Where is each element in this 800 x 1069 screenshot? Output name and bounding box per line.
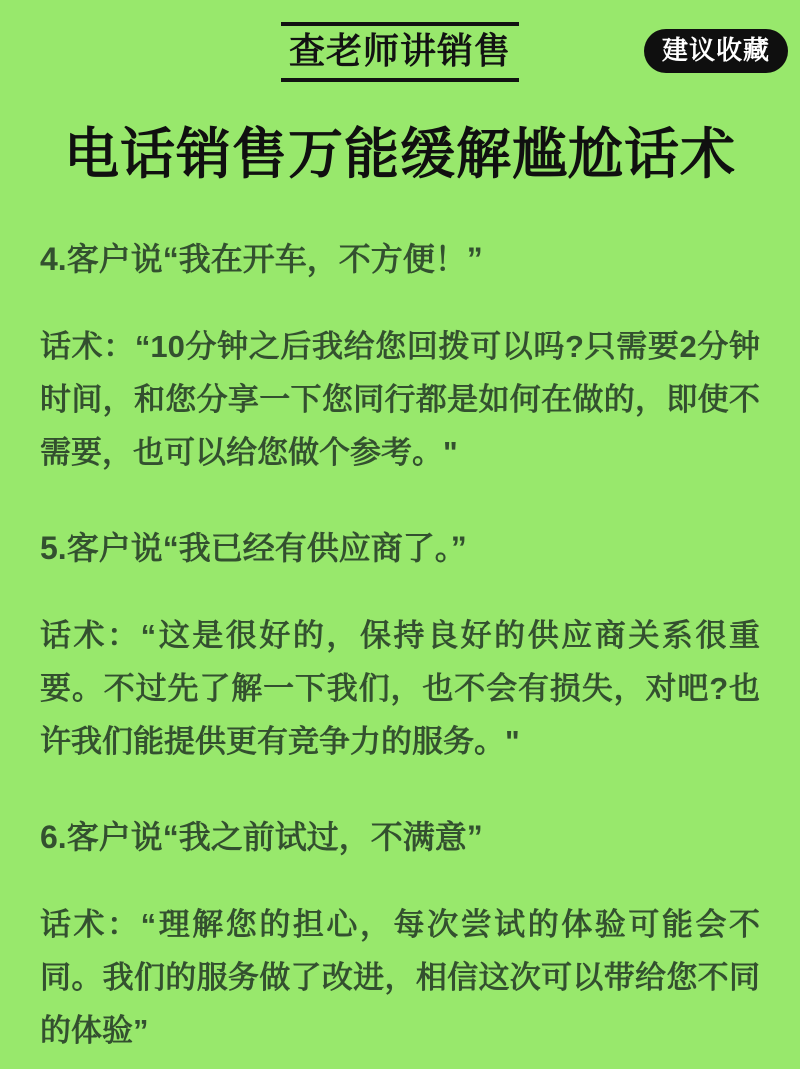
page-title: 电话销售万能缓解尴尬话术 (63, 123, 736, 185)
section-4-script: 话术：“10分钟之后我给您回拨可以吗?只需要2分钟时间，和您分享一下您同行都是如何在做的，即使不需要，也可以给您做个参考。" (40, 329, 760, 470)
channel-name: 查老师讲销售 (281, 22, 519, 82)
section-5-heading: 5.客户说“我已经有供应商了。” (40, 530, 467, 566)
section-5-script: 话术：“这是很好的，保持良好的供应商关系很重要。不过先了解一下我们，也不会有损失，对吧?也许我们能提供更有竞争力的服务。" (40, 618, 760, 759)
section-6-script: 话术：“理解您的担心，每次尝试的体验可能会不同。我们的服务做了改进，相信这次可以带给您不同的体验” (40, 907, 760, 1048)
section-6-heading: 6.客户说“我之前试过，不满意” (40, 819, 483, 855)
save-suggestion-badge: 建议收藏 (644, 29, 788, 73)
section-4-heading: 4.客户说“我在开车，不方便！” (40, 241, 483, 277)
